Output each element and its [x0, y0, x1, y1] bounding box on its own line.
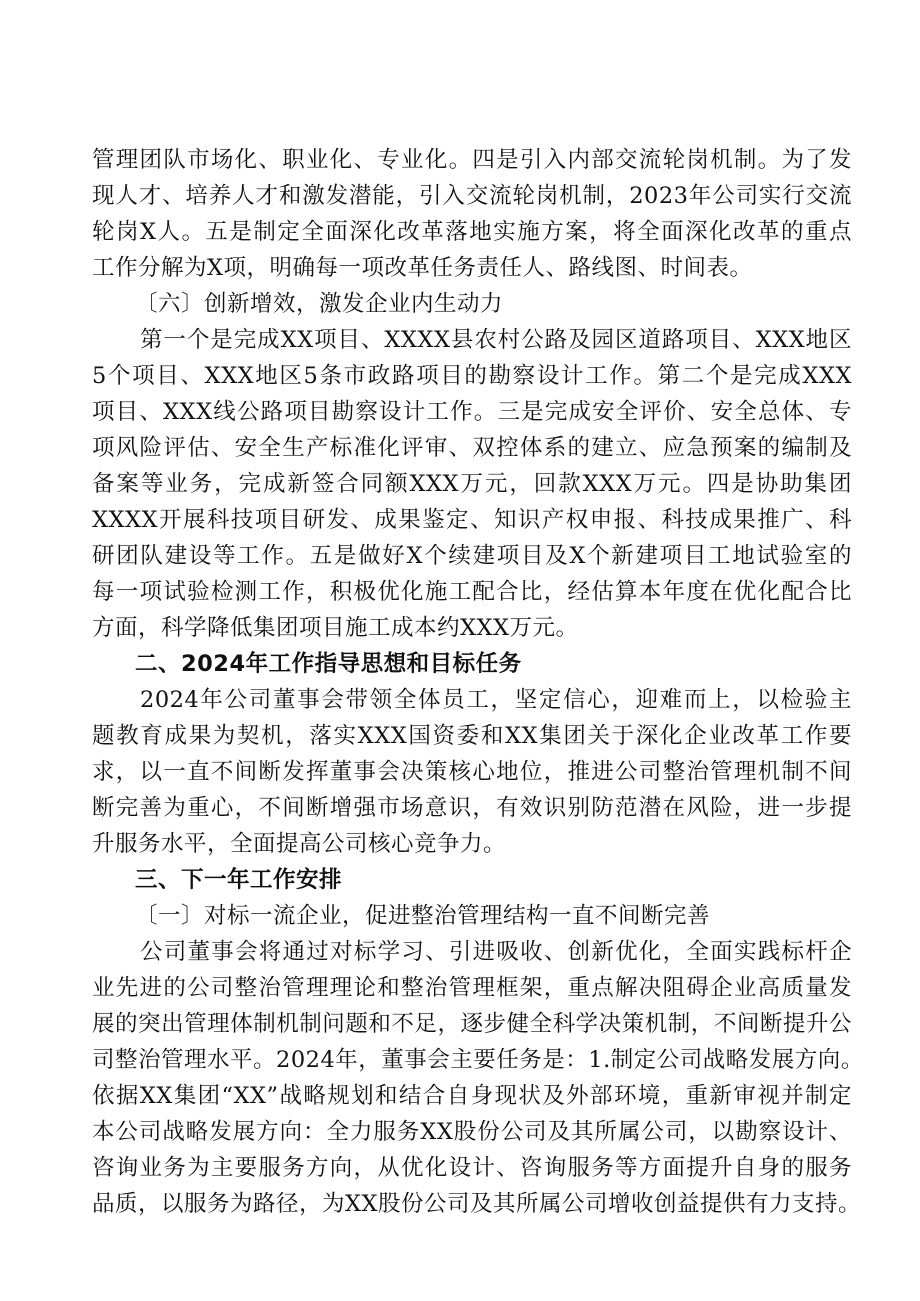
paragraph-line: 公司董事会将通过对标学习、引进吸收、创新优化，全面实践标杆企 — [140, 939, 852, 965]
paragraph-line: 依据XX集团“XX”战略规划和结合自身现状及外部环境，重新审视并制定 — [92, 1083, 852, 1109]
paragraph-line: 司整治管理水平。2024年，董事会主要任务是：1.制定公司战略发展方向。 — [92, 1047, 864, 1073]
paragraph-line: 管理团队市场化、职业化、专业化。四是引入内部交流轮岗机制。为了发 — [92, 147, 852, 173]
paragraph-line: 现人才、培养人才和激发潜能，引入交流轮岗机制，2023年公司实行交流 — [92, 183, 852, 209]
paragraph-line: 5个项目、XXX地区5条市政路项目的勘察设计工作。第二个是完成XXX — [92, 363, 852, 389]
subsection-heading: 〔一〕对标一流企业，促进整治管理结构一直不间断完善 — [135, 903, 711, 929]
paragraph-line: 求，以一直不间断发挥董事会决策核心地位，推进公司整治管理机制不间 — [92, 759, 852, 785]
paragraph-line: 品质，以服务为路径，为XX股份公司及其所属公司增收创益提供有力支持。 — [92, 1191, 862, 1217]
paragraph-line: 业先进的公司整治管理理论和整治管理框架，重点解决阻碍企业高质量发 — [92, 975, 852, 1001]
paragraph-line: 工作分解为X项，明确每一项改革任务责任人、路线图、时间表。 — [92, 255, 753, 281]
paragraph-line: 题教育成果为契机，落实XXX国资委和XX集团关于深化企业改革工作要 — [92, 723, 852, 749]
paragraph-line: 轮岗X人。五是制定全面深化改革落地实施方案，将全面深化改革的重点 — [92, 219, 852, 245]
section-heading: 二、2024年工作指导思想和目标任务 — [135, 651, 522, 677]
paragraph-line: 2024年公司董事会带领全体员工，坚定信心，迎难而上，以检验主 — [140, 687, 852, 713]
paragraph-line: XXXX开展科技项目研发、成果鉴定、知识产权申报、科技成果推广、科 — [92, 507, 852, 533]
paragraph-line: 本公司战略发展方向：全力服务XX股份公司及其所属公司，以勘察设计、 — [92, 1119, 852, 1145]
paragraph-line: 断完善为重心，不间断增强市场意识，有效识别防范潜在风险，进一步提 — [92, 795, 852, 821]
paragraph-line: 方面，科学降低集团项目施工成本约XXX万元。 — [92, 615, 579, 641]
subsection-heading: 〔六〕创新增效，激发企业内生动力 — [135, 291, 504, 317]
paragraph-line: 第一个是完成XX项目、XXXX县农村公路及园区道路项目、XXX地区 — [140, 327, 852, 353]
paragraph-line: 项风险评估、安全生产标准化评审、双控体系的建立、应急预案的编制及 — [92, 435, 852, 461]
paragraph-line: 每一项试验检测工作，积极优化施工配合比，经估算本年度在优化配合比 — [92, 579, 852, 605]
paragraph-line: 研团队建设等工作。五是做好X个续建项目及X个新建项目工地试验室的 — [92, 543, 852, 569]
paragraph-line: 升服务水平，全面提高公司核心竞争力。 — [92, 831, 507, 857]
paragraph-line: 备案等业务，完成新签合同额XXX万元，回款XXX万元。四是协助集团 — [92, 471, 852, 497]
paragraph-line: 项目、XXX线公路项目勘察设计工作。三是完成安全评价、安全总体、专 — [92, 399, 852, 425]
section-heading: 三、下一年工作安排 — [135, 867, 343, 893]
paragraph-line: 咨询业务为主要服务方向，从优化设计、咨询服务等方面提升自身的服务 — [92, 1155, 852, 1181]
paragraph-line: 展的突出管理体制机制问题和不足，逐步健全科学决策机制，不间断提升公 — [92, 1011, 852, 1037]
